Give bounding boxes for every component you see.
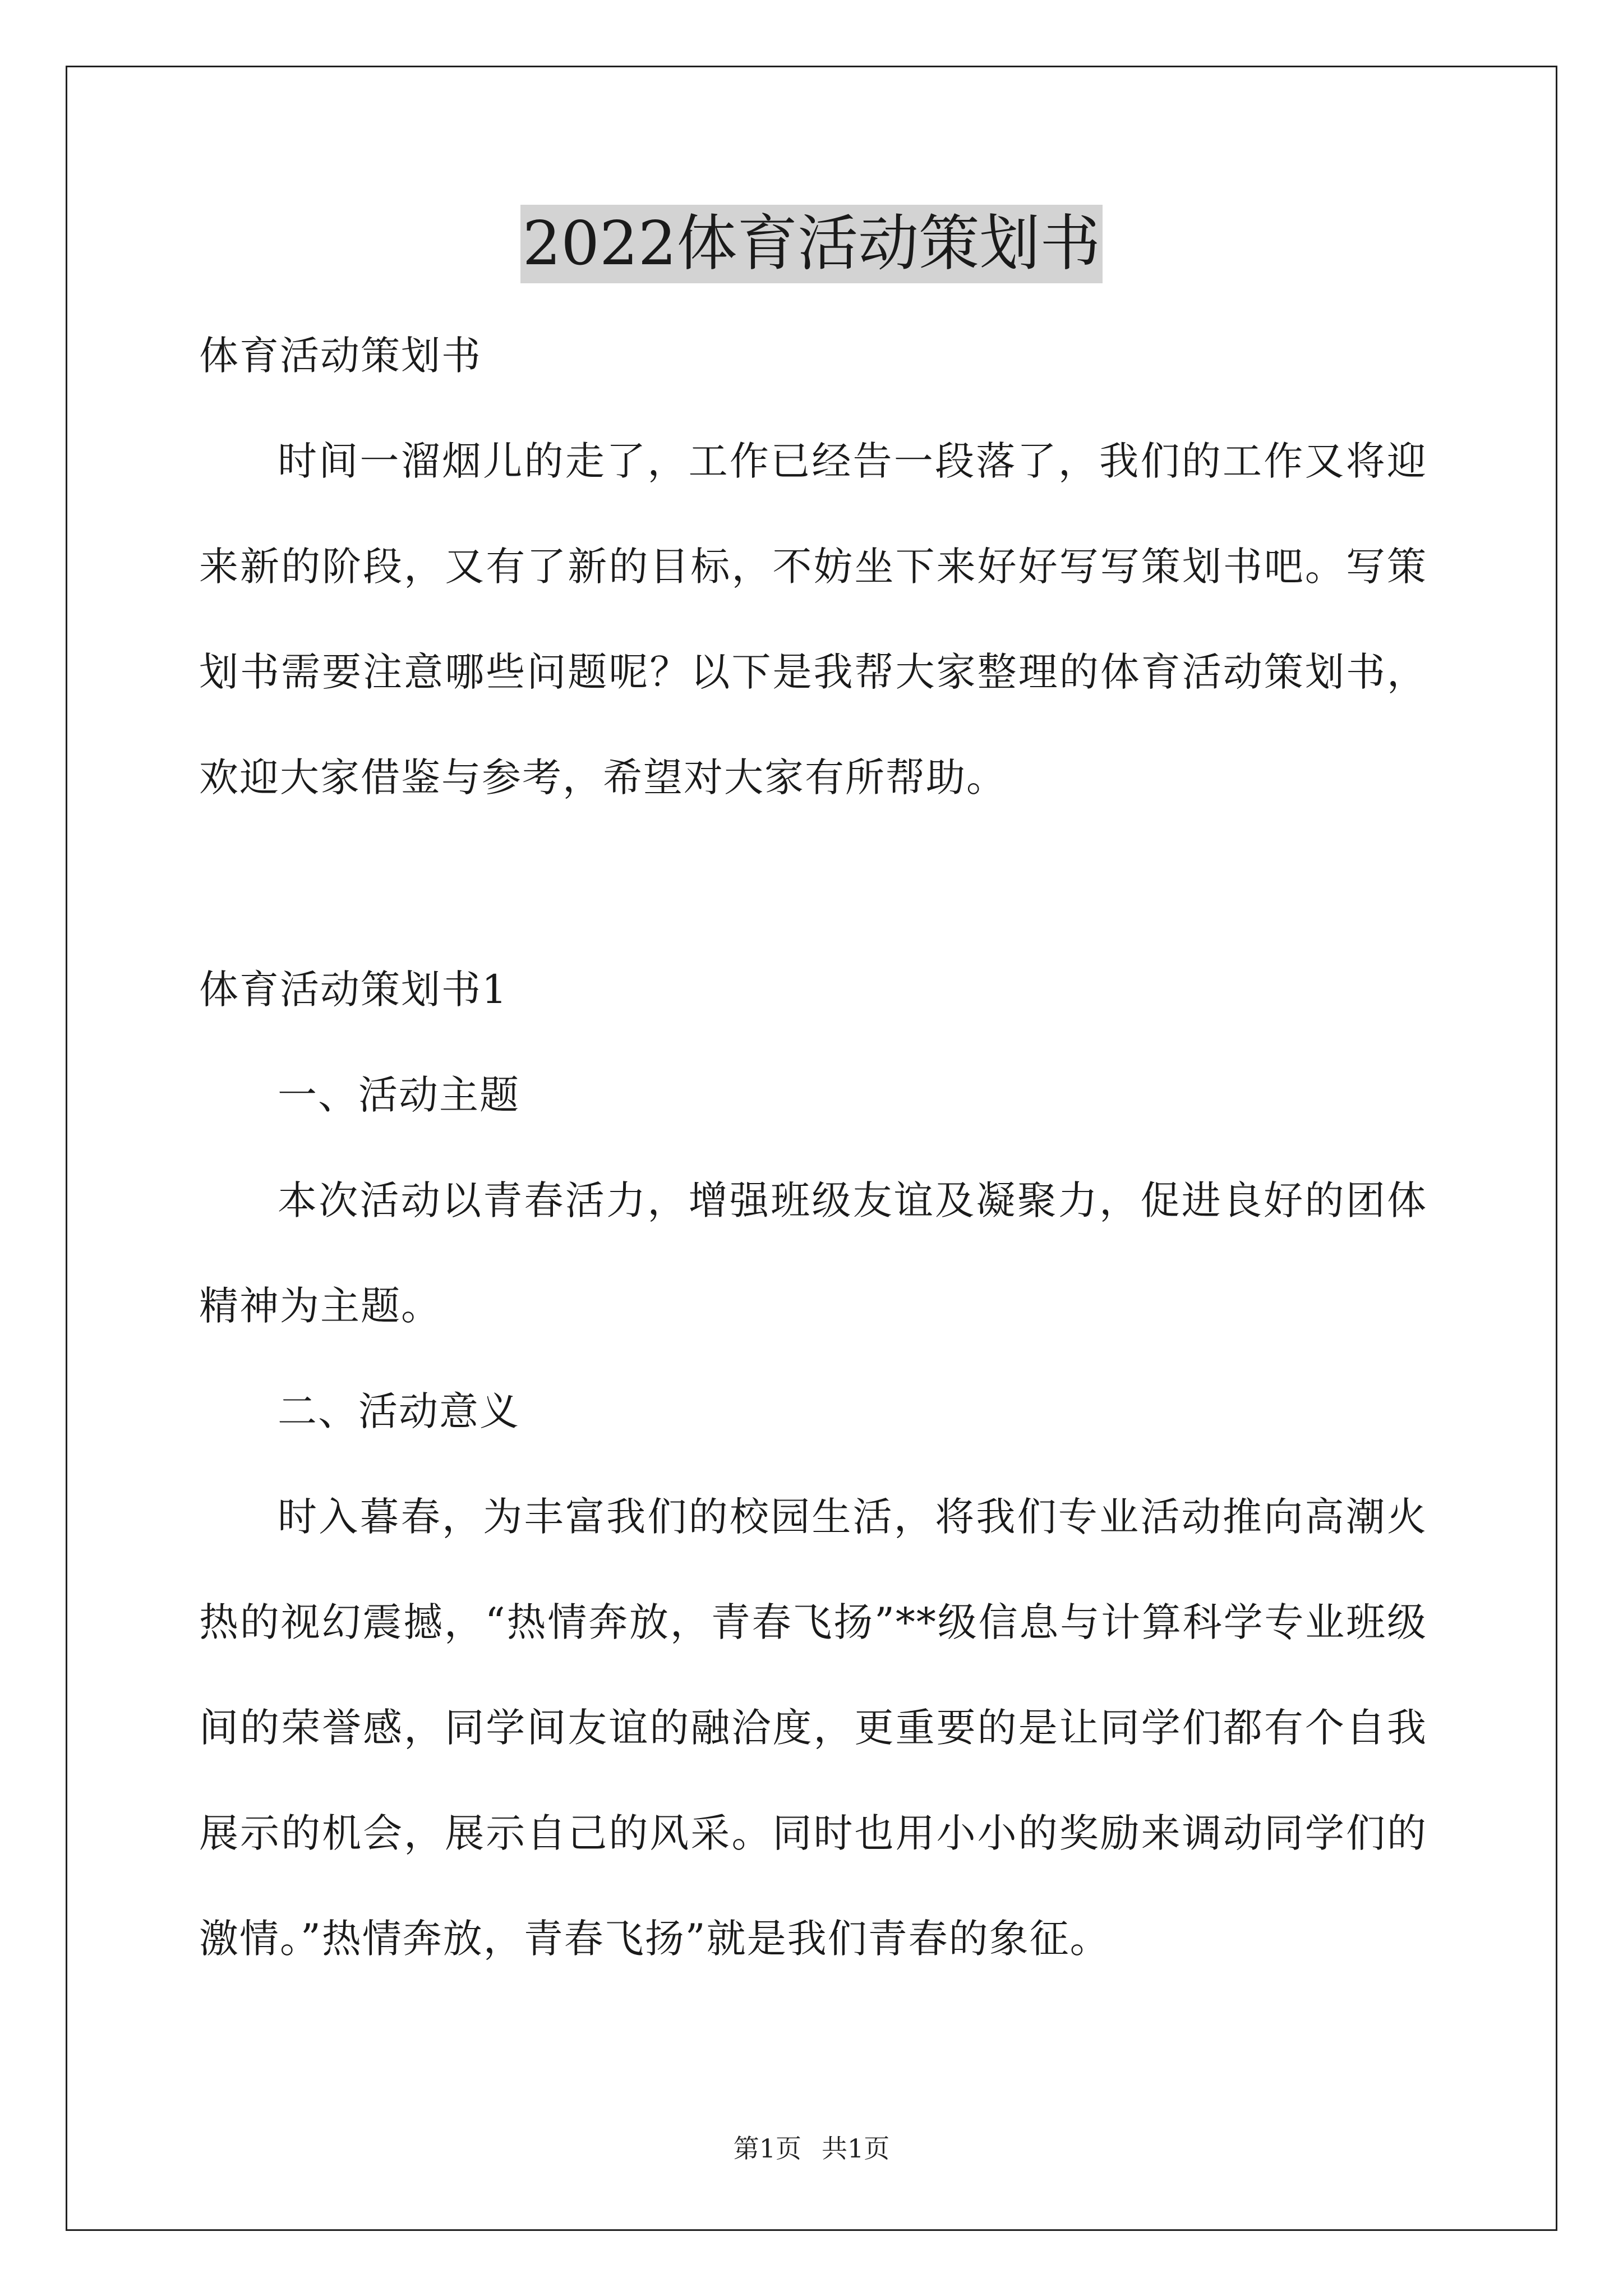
page-footer [0, 2132, 1623, 2165]
section-heading-main: 体育活动策划书 [199, 333, 482, 379]
document-body [199, 303, 1427, 1991]
page-total: 共1页 [822, 2133, 890, 2164]
page-number: 第1页 [733, 2133, 801, 2164]
significance-paragraph: 时入暮春，为丰富我们的校园生活，将我们专业活动推向高潮火热的视幻震撼，“热情奔放，青春飞扬”**级信息与计算科学专业班级间的荣誉感，同学间友谊的融洽度，更重要的是让同学们都有个自我展示的机会，展示自己的风采。同时也用小小的奖励来调动同学们的激情。”热情奔放，青春飞扬”就是我们青春的象征。 [199, 1494, 1427, 1962]
section-heading-plan-1: 体育活动策划书1 [199, 967, 508, 1013]
document-title: 2022体育活动策划书 [520, 205, 1103, 283]
paragraph-gap [199, 830, 1427, 937]
intro-paragraph: 时间一溜烟儿的走了，工作已经告一段落了，我们的工作又将迎来新的阶段，又有了新的目标，不妨坐下来好好写写策划书吧。写策划书需要注意哪些问题呢？以下是我帮大家整理的体育活动策划书，欢迎大家借鉴与参考，希望对大家有所帮助。 [199, 438, 1427, 800]
subheading-significance: 二、活动意义 [278, 1388, 520, 1434]
theme-paragraph: 本次活动以青春活力，增强班级友谊及凝聚力，促进良好的团体精神为主题。 [199, 1177, 1427, 1329]
subheading-theme: 一、活动主题 [278, 1072, 520, 1118]
title-container [0, 205, 1623, 283]
